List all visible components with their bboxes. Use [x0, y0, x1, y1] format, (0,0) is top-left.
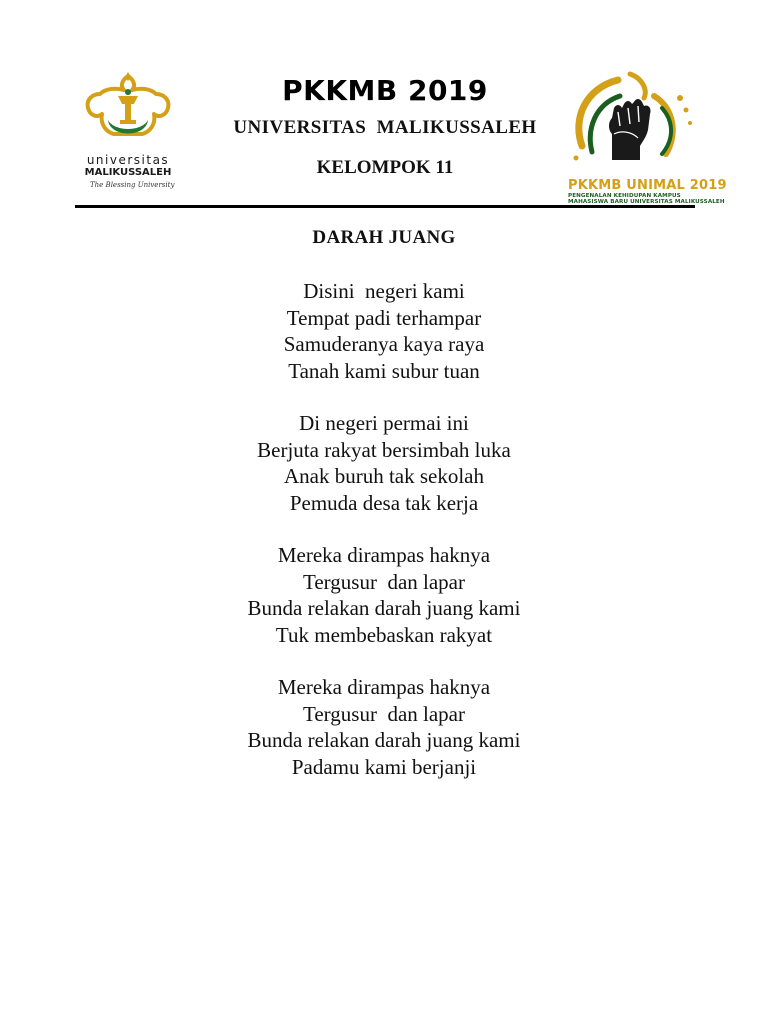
university-logo	[78, 70, 178, 200]
page-title: PKKMB 2019	[282, 74, 488, 107]
pkkmb-logo-subtitle-2: MAHASISWA BARU UNIVERSITAS MALIKUSSALEH	[568, 199, 725, 205]
lyric-line: Tuk membebaskan rakyat	[275, 622, 493, 647]
lyric-line: Bunda relakan darah juang kami	[247, 728, 521, 752]
lyric-line: Padamu kami berjanji	[291, 754, 477, 779]
pkkmb-logo	[562, 68, 727, 206]
stanza	[0, 542, 768, 648]
university-wordmark	[78, 154, 178, 191]
lyric-line: Tanah kami subur tuan	[288, 358, 480, 383]
lyrics	[0, 278, 768, 806]
lyric-line: Berjuta rakyat bersimbah luka	[257, 437, 511, 462]
pkkmb-logo-title: PKKMB UNIMAL 2019	[568, 178, 727, 193]
stanza	[0, 410, 768, 516]
lyric-line: Samuderanya kaya raya	[283, 332, 485, 356]
lyric-line: Mereka dirampas haknya	[277, 675, 491, 699]
lyric-line: Pemuda desa tak kerja	[289, 490, 479, 515]
header-title-block	[180, 72, 590, 180]
song-title: DARAH JUANG	[312, 227, 456, 248]
lyric-line: Tergusur dan lapar	[302, 701, 465, 726]
pkkmb-logo-subtitle-1: PENGENALAN KEHIDUPAN KAMPUS	[568, 193, 681, 199]
group-name: KELOMPOK 11	[316, 157, 454, 178]
lyric-line: Bunda relakan darah juang kami	[247, 596, 521, 620]
lyric-line: Di negeri permai ini	[299, 411, 469, 435]
wordmark-tagline: The Blessing University	[90, 181, 175, 189]
university-crest-icon	[80, 70, 176, 152]
stanza	[0, 674, 768, 780]
lyric-line: Anak buruh tak sekolah	[283, 464, 485, 488]
wordmark-line-1: universitas	[86, 153, 170, 167]
lyric-line: Disini negeri kami	[303, 279, 465, 303]
lyric-line: Tergusur dan lapar	[302, 569, 465, 594]
lyric-line: Tempat padi terhampar	[286, 305, 482, 330]
stanza	[0, 278, 768, 384]
raised-fist-icon	[562, 68, 702, 178]
wordmark-line-2: MALIKUSSALEH	[84, 167, 172, 178]
header-divider	[75, 205, 695, 208]
lyric-line: Mereka dirampas haknya	[277, 543, 491, 567]
university-name: UNIVERSITAS MALIKUSSALEH	[233, 117, 537, 138]
